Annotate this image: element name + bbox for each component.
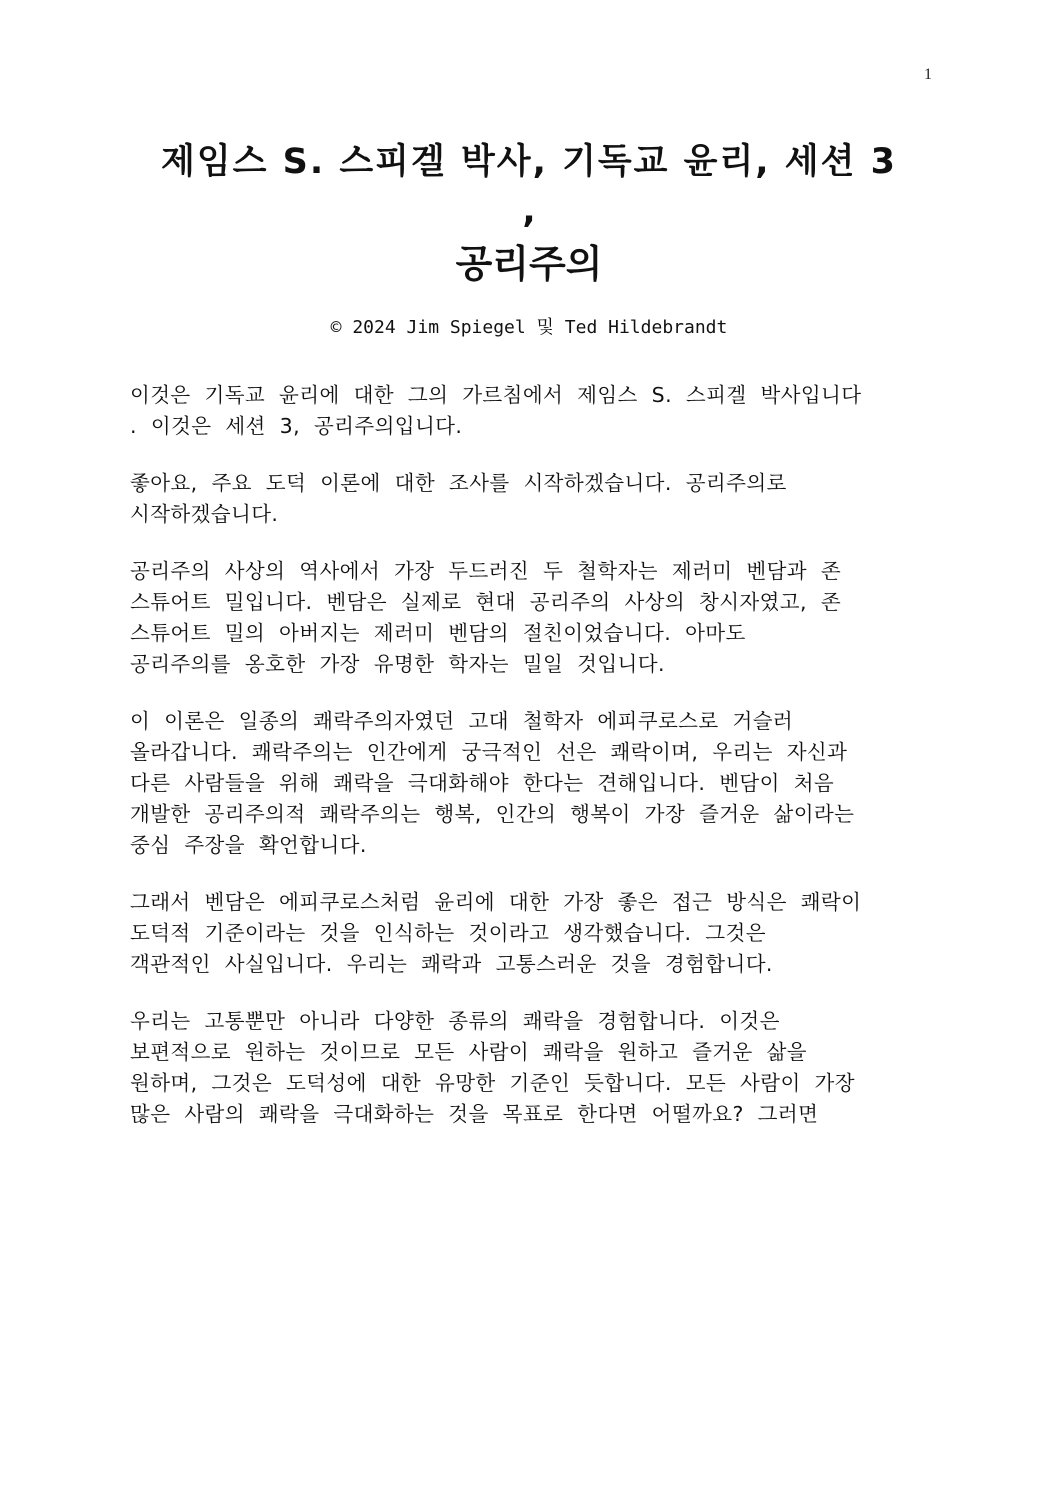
text-line: . 이것은 세션 3, 공리주의입니다. xyxy=(130,414,463,438)
paragraph xyxy=(130,556,930,680)
text-line: 이 이론은 일종의 쾌락주의자였던 고대 철학자 에피쿠로스로 거슬러 xyxy=(130,709,794,733)
text-line: 이것은 기독교 윤리에 대한 그의 가르침에서 제임스 S. 스피겔 박사입니다 xyxy=(130,383,862,407)
text-line: 공리주의를 옹호한 가장 유명한 학자는 밀일 것입니다. xyxy=(130,652,665,676)
copyright-notice: © 2024 Jim Spiegel 및 Ted Hildebrandt xyxy=(330,317,728,338)
page-number: 1 xyxy=(924,66,932,83)
text-line: 올라갑니다. 쾌락주의는 인간에게 궁극적인 선은 쾌락이며, 우리는 자신과 xyxy=(130,740,848,764)
text-line: 좋아요, 주요 도덕 이론에 대한 조사를 시작하겠습니다. 공리주의로 xyxy=(130,471,787,495)
paragraph xyxy=(130,1006,930,1130)
title-line-1: 제임스 S. 스피겔 박사, 기독교 윤리, 세션 3 xyxy=(161,142,897,182)
text-line: 다른 사람들을 위해 쾌락을 극대화해야 한다는 견해입니다. 벤담이 처음 xyxy=(130,771,835,795)
text-line: 스튜어트 밀입니다. 벤담은 실제로 현대 공리주의 사상의 창시자였고, 존 xyxy=(130,590,842,614)
title-comma: , xyxy=(522,191,536,231)
document-title xyxy=(130,138,928,290)
paragraph xyxy=(130,706,930,861)
text-line: 객관적인 사실입니다. 우리는 쾌락과 고통스러운 것을 경험합니다. xyxy=(130,952,773,976)
text-line: 공리주의 사상의 역사에서 가장 두드러진 두 철학자는 제러미 벤담과 존 xyxy=(130,559,842,583)
text-line: 그래서 벤담은 에피쿠로스처럼 윤리에 대한 가장 좋은 접근 방식은 쾌락이 xyxy=(130,890,862,914)
body-text xyxy=(130,380,930,1156)
title-line-2: 공리주의 xyxy=(455,242,603,286)
paragraph xyxy=(130,887,930,980)
text-line: 중심 주장을 확언합니다. xyxy=(130,833,367,857)
paragraph xyxy=(130,468,930,530)
text-line: 시작하겠습니다. xyxy=(130,502,279,526)
paragraph xyxy=(130,380,930,442)
text-line: 도덕적 기준이라는 것을 인식하는 것이라고 생각했습니다. 그것은 xyxy=(130,921,766,945)
text-line: 개발한 공리주의적 쾌락주의는 행복, 인간의 행복이 가장 즐거운 삶이라는 xyxy=(130,802,855,826)
text-line: 보편적으로 원하는 것이므로 모든 사람이 쾌락을 원하고 즐거운 삶을 xyxy=(130,1040,808,1064)
text-line: 우리는 고통뿐만 아니라 다양한 종류의 쾌락을 경험합니다. 이것은 xyxy=(130,1009,780,1033)
text-line: 많은 사람의 쾌락을 극대화하는 것을 목표로 한다면 어떨까요? 그러면 xyxy=(130,1102,819,1126)
text-line: 원하며, 그것은 도덕성에 대한 유망한 기준인 듯합니다. 모든 사람이 가장 xyxy=(130,1071,855,1095)
text-line: 스튜어트 밀의 아버지는 제러미 벤담의 절친이었습니다. 아마도 xyxy=(130,621,746,645)
